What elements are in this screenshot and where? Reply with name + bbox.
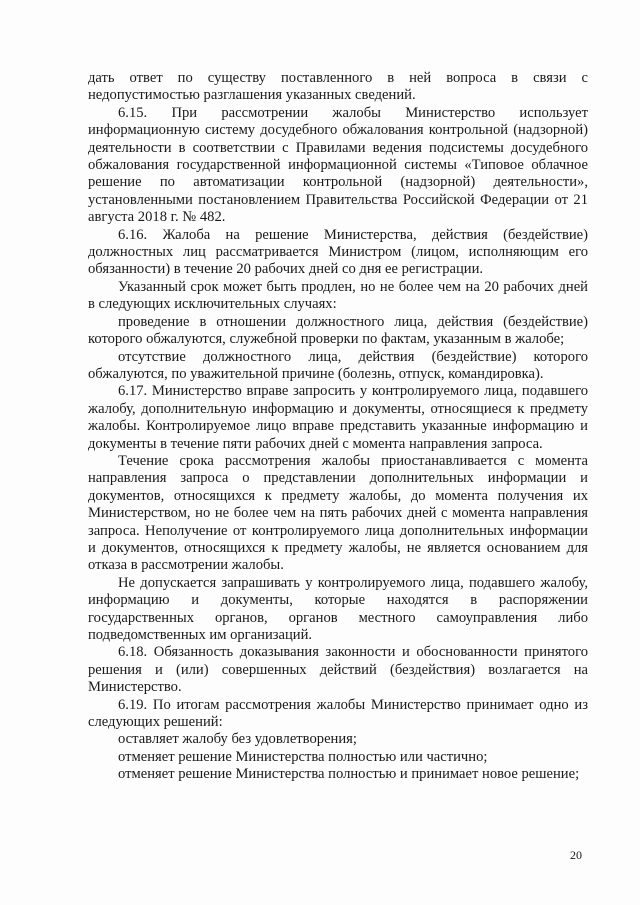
paragraph-case-inspection: проведение в отношении должностного лица, действия (бездействие) которого обжалуются, служебной проверки по фактам, указанным в жалобе;: [88, 313, 588, 348]
paragraph-6-19: 6.19. По итогам рассмотрения жалобы Министерство принимает одно из следующих решений:: [88, 696, 588, 731]
paragraph-6-17: 6.17. Министерство вправе запросить у контролируемого лица, подавшего жалобу, дополнительную информацию и документы, относящиеся к предмету жалобы. Контролируемое лицо вправе представить указанные информацию и документы в течение пяти рабочих дней с момента направления запроса.: [88, 383, 588, 452]
list-item-decision-1: оставляет жалобу без удовлетворения;: [118, 731, 357, 748]
paragraph-case-absence: отсутствие должностного лица, действия (бездействие) которого обжалуются, по уважительной причине (болезнь, отпуск, командировка).: [88, 348, 588, 382]
paragraph-6-15: 6.15. При рассмотрении жалобы Министерство использует информационную систему досудебного обжалования контрольной (надзорной) деятельности в соответствии с Правилами ведения подсистемы досудебного обжалования государственной информационной системы «Типовое облачное решение по автоматизации контрольной (надзорной) деятельности», установленными постановлением Правительства Российской Федерации от 21 августа 2018 г. № 482.: [88, 104, 588, 226]
list-item-decision-2: отменяет решение Министерства полностью или частично;: [118, 748, 488, 765]
paragraph-term-suspension: Течение срока рассмотрения жалобы приостанавливается с момента направления запроса о представлении дополнительных информации и документов, относящихся к предмету жалобы, до момента получения их Министерством, но не более чем на пять рабочих дней с момента направления запроса. Неполучение от контролируемого лица дополнительных информации и документов, относящихся к предмету жалобы, не является основанием для отказа в рассмотрении жалобы.: [88, 452, 588, 574]
paragraph-no-request: Не допускается запрашивать у контролируемого лица, подавшего жалобу, информацию и документы, которые находятся в распоряжении государственных органов, органов местного самоуправления либо подведомственных им организаций.: [88, 574, 588, 643]
list-item-decision-3: отменяет решение Министерства полностью и принимает новое решение;: [118, 766, 580, 783]
paragraph-6-18: 6.18. Обязанность доказывания законности и обоснованности принятого решения и (или) совершенных действий (бездействия) возлагается на Министерство.: [88, 644, 588, 696]
paragraph-continuation: дать ответ по существу поставленного в ней вопроса в связи с недопустимостью разглашения указанных сведений.: [88, 70, 588, 104]
document-body: [88, 70, 588, 784]
paragraph-6-16: 6.16. Жалоба на решение Министерства, действия (бездействие) должностных лиц рассматривается Министром (лицом, исполняющим его обязанности) в течение 20 рабочих дней со дня ее регистрации.: [88, 226, 588, 278]
paragraph-term-extension: Указанный срок может быть продлен, но не более чем на 20 рабочих дней в следующих исключительных случаях:: [88, 278, 588, 313]
page-number: 20: [570, 848, 582, 862]
